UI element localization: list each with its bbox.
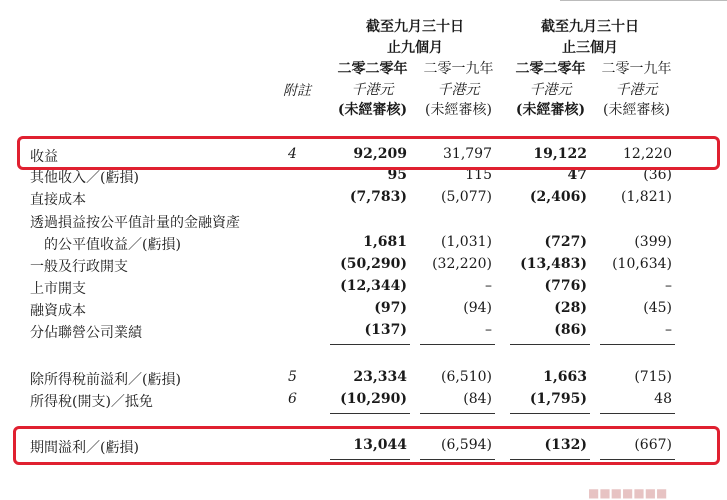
cell-3m-2020: (86)	[554, 322, 587, 338]
note-column-header: 附註	[283, 83, 311, 99]
cell-3m-2019: (45)	[643, 300, 672, 316]
cell-3m-2020: (13,483)	[520, 256, 587, 272]
cell-3m-2019: (1,821)	[620, 189, 672, 205]
row-label: 除所得稅前溢利／(虧損)	[30, 372, 181, 388]
cell-9m-2019: –	[485, 322, 492, 338]
row-note: 6	[288, 391, 297, 407]
col2-audit: (未經審核)	[425, 102, 492, 118]
cell-3m-2019: (715)	[634, 369, 672, 385]
cell-9m-2020: 92,209	[353, 146, 407, 162]
cell-3m-2019: (10,634)	[612, 256, 672, 272]
nine-months-header: 截至九月三十日	[366, 19, 464, 35]
col4-year: 二零一九年	[601, 61, 672, 77]
row-label: 直接成本	[30, 192, 86, 208]
total-rule	[420, 413, 495, 414]
col1-audit: (未經審核)	[337, 102, 408, 118]
cell-3m-2020: (776)	[544, 278, 587, 294]
col4-audit: (未經審核)	[603, 102, 670, 118]
cell-3m-2020: 19,122	[533, 146, 587, 162]
row-label: 的公平值收益／(虧損)	[30, 237, 181, 253]
cell-9m-2019: –	[485, 278, 492, 294]
row-note: 4	[288, 146, 297, 162]
cell-9m-2020: (97)	[374, 300, 407, 316]
subtotal-rule	[330, 344, 410, 345]
cell-3m-2019: (667)	[634, 437, 672, 453]
row-label: 期間溢利／(虧損)	[30, 440, 139, 456]
row-finance-costs	[0, 300, 727, 322]
row-label: 分佔聯營公司業績	[30, 325, 142, 341]
col2-unit: 千港元	[437, 82, 480, 98]
row-label: 融資成本	[30, 303, 86, 319]
cell-3m-2019: –	[665, 278, 672, 294]
row-note: 5	[288, 369, 297, 385]
cell-9m-2019: (94)	[463, 300, 492, 316]
row-listing-expenses	[0, 278, 727, 300]
row-associate-results	[0, 322, 727, 344]
cell-9m-2020: 95	[387, 167, 407, 183]
cell-3m-2019: 48	[654, 391, 672, 407]
cell-9m-2019: (32,220)	[432, 256, 492, 272]
row-fvtpl-gain	[0, 234, 727, 256]
col1-unit: 千港元	[351, 82, 394, 98]
col4-unit: 千港元	[615, 82, 658, 98]
row-income-tax	[0, 391, 727, 413]
watermark-logo: ■■■■■■■	[588, 486, 668, 500]
total-rule	[600, 413, 675, 414]
col3-audit: (未經審核)	[515, 102, 586, 118]
cell-9m-2019: (6,594)	[440, 437, 492, 453]
cell-3m-2019: –	[665, 322, 672, 338]
cell-3m-2019: (36)	[643, 167, 672, 183]
three-months-header: 截至九月三十日	[541, 19, 639, 35]
cell-3m-2020: 1,663	[543, 369, 587, 385]
cell-3m-2020: (727)	[544, 234, 587, 250]
row-label: 透過損益按公平值計量的金融資產	[30, 215, 240, 231]
cell-9m-2019: (6,510)	[440, 369, 492, 385]
cell-9m-2019: (5,077)	[440, 189, 492, 205]
cell-3m-2020: 47	[567, 167, 587, 183]
row-label: 其他收入／(虧損)	[30, 170, 139, 186]
row-label: 一般及行政開支	[30, 259, 128, 275]
row-label: 收益	[30, 149, 58, 165]
cell-3m-2020: (132)	[544, 437, 587, 453]
cell-9m-2020: (7,783)	[349, 189, 407, 205]
row-admin-expenses	[0, 256, 727, 278]
cell-9m-2019: 31,797	[443, 146, 492, 162]
subtotal-rule	[600, 344, 675, 345]
nine-months-subheader: 止九個月	[387, 40, 443, 56]
cell-3m-2020: (2,406)	[529, 189, 587, 205]
cell-3m-2020: (1,795)	[529, 391, 587, 407]
cell-9m-2020: 1,681	[363, 234, 407, 250]
row-label: 所得稅(開支)／抵免	[30, 394, 153, 410]
row-direct-costs	[0, 189, 727, 211]
cell-3m-2019: (399)	[634, 234, 672, 250]
top-rule	[560, 0, 727, 1]
row-other-income	[0, 167, 727, 189]
total-rule	[510, 413, 590, 414]
col1-year: 二零二零年	[337, 61, 408, 77]
col3-unit: 千港元	[529, 82, 572, 98]
cell-3m-2019: 12,220	[623, 146, 672, 162]
revenue-highlight-box	[17, 136, 720, 170]
period-profit-highlight-box	[13, 426, 720, 465]
cell-9m-2020: (12,344)	[340, 278, 407, 294]
cell-9m-2020: 23,334	[353, 369, 407, 385]
total-rule	[330, 413, 410, 414]
subtotal-rule	[420, 344, 495, 345]
cell-9m-2019: 115	[465, 167, 492, 183]
cell-9m-2020: (137)	[364, 322, 407, 338]
subtotal-rule	[510, 344, 590, 345]
three-months-subheader: 止三個月	[562, 40, 618, 56]
col2-year: 二零一九年	[423, 61, 494, 77]
col3-year: 二零二零年	[515, 61, 586, 77]
cell-9m-2019: (1,031)	[440, 234, 492, 250]
cell-3m-2020: (28)	[554, 300, 587, 316]
row-fvtpl-heading	[0, 212, 727, 234]
cell-9m-2020: (50,290)	[340, 256, 407, 272]
cell-9m-2020: 13,044	[353, 437, 407, 453]
row-profit-before-tax	[0, 369, 727, 391]
row-label: 上市開支	[30, 281, 86, 297]
cell-9m-2019: (84)	[463, 391, 492, 407]
cell-9m-2020: (10,290)	[340, 391, 407, 407]
